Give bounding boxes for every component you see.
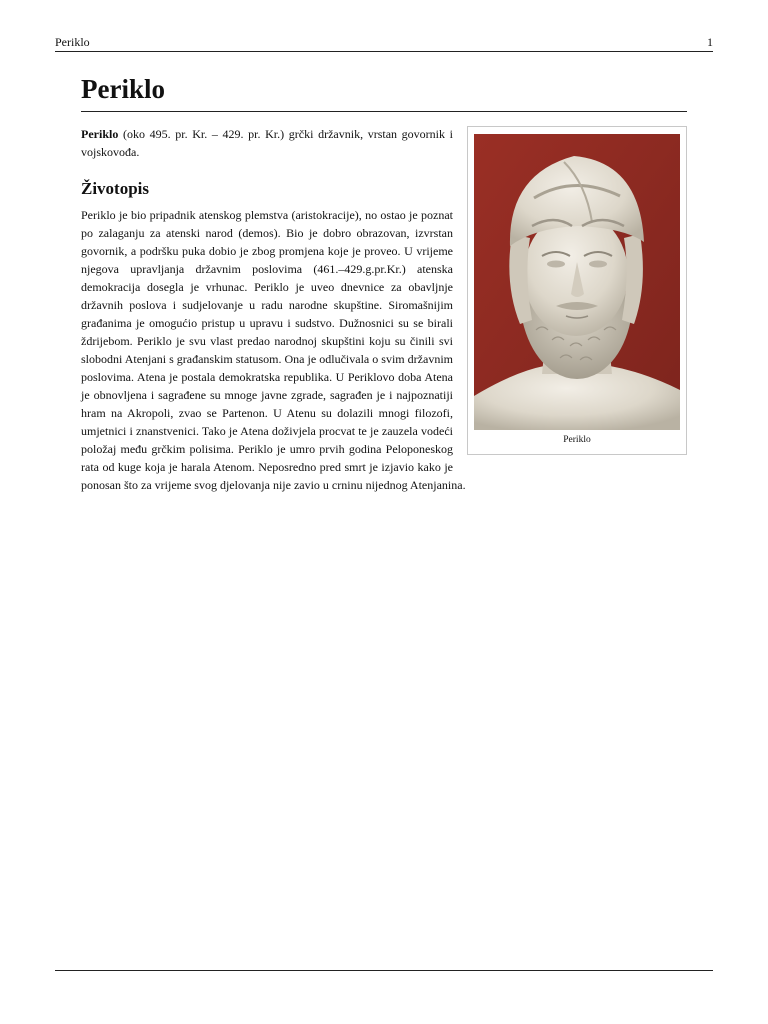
- lead-text: (oko 495. pr. Kr. – 429. pr. Kr.) grčki državnik, vrstan govornik i vojskovođa.: [81, 127, 453, 159]
- pericles-bust-image: [474, 134, 680, 430]
- figure-caption: Periklo: [563, 435, 591, 445]
- running-header: [55, 35, 713, 52]
- page-number: 1: [707, 35, 713, 49]
- portrait-figure: [467, 126, 687, 455]
- section-heading: Životopis: [81, 179, 150, 198]
- article-title: Periklo: [81, 72, 687, 112]
- article: [81, 72, 687, 494]
- lead-bold-term: Periklo: [81, 127, 119, 141]
- footer-rule: [55, 970, 713, 971]
- header-title: Periklo: [55, 35, 90, 49]
- body-paragraph: Periklo je bio pripadnik atenskog plemstva (aristokracije), no ostao je poznat po zalaganju za atenski narod (demos). Bio je dobro obrazovan, izvrstan govornik, a podršku puka dobio je zbog promjena koje je proveo. U vrijeme njegova upravljanja državnim poslovima (461.–429.g.pr.Kr.) atenska demokracija dosegla je vrhunac. Periklo je uveo dnevnice za obavljnje državnih poslova i sudjelovanje u radu narodne skupštine. Siromašnijim građanima je omogućio pristup u upravu i sudstvo. Dužnosnici su se birali ždrijebom. Periklo je svu vlast predao narodnoj skupštini koju su činili svi slobodni Atenjani s građanskim statusom. Ona je odlučivala o svim državnim poslovima. Atena je postala demokratska republika. U Periklovo doba Atena je obnovljena i sagrađene su mnoge javne zgrade, sagrađen je i najpoznatiji hram na Akropoli, zvao se Partenon. U Atenu su dolazili mnogi filozofi, umjetnici i znanstvenici. Tako je Atena doživjela procvat te je zauzela vodeći položaj među grčkim polisima. Periklo je umro prvih godina Peloponeskog rata od kuge koja je harala Atenom. Neposredno pred smrt je izjavio kako je ponosan što za vrijeme svog djelovanja nije zavio u crninu nijednog Atenjanina.: [81, 208, 466, 492]
